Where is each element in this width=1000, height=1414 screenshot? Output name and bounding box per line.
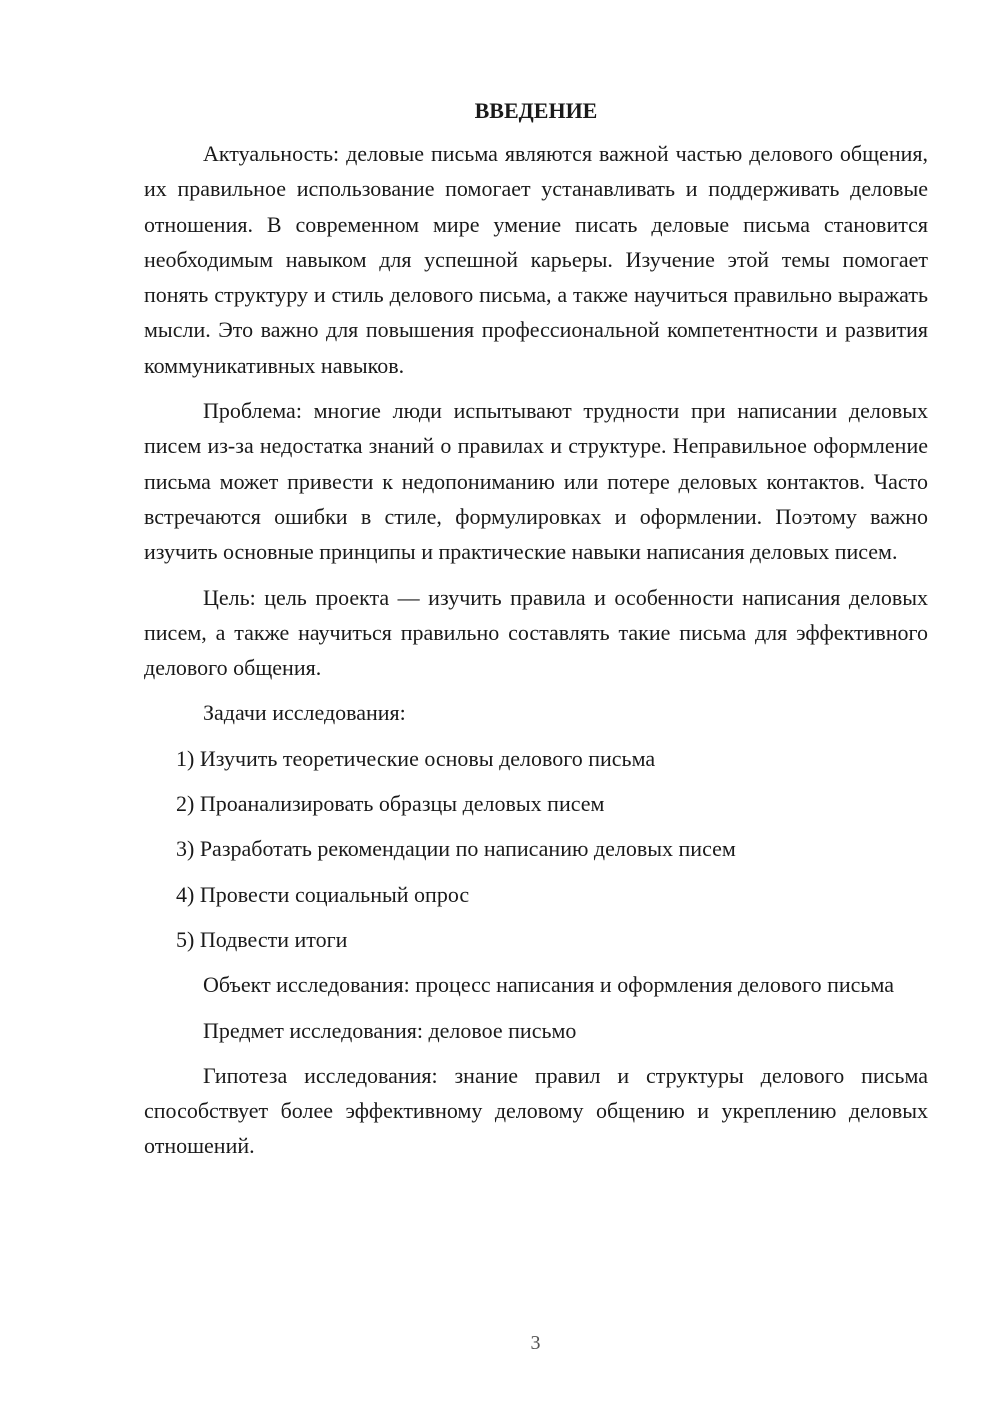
task-item-4: 4) Провести социальный опрос bbox=[176, 881, 470, 907]
task-item-3: 3) Разработать рекомендации по написанию деловых писем bbox=[176, 836, 736, 862]
document-page bbox=[144, 96, 928, 1174]
subject-paragraph: Предмет исследования: деловое письмо bbox=[203, 1017, 577, 1043]
task-item-2: 2) Проанализировать образцы деловых писем bbox=[176, 791, 605, 817]
page-number: 3 bbox=[530, 1332, 541, 1354]
hypothesis-paragraph: Гипотеза исследования: знание правил и структуры делового письма способствует более эффективному деловому общению и укреплению деловых отношений. bbox=[144, 1062, 928, 1159]
object-paragraph: Объект исследования: процесс написания и оформления делового письма bbox=[203, 972, 894, 998]
tasks-title: Задачи исследования: bbox=[203, 700, 406, 726]
section-heading: ВВЕДЕНИЕ bbox=[474, 98, 598, 123]
problem-paragraph: Проблема: многие люди испытывают трудности при написании деловых писем из-за недостатка знаний о правилах и структуре. Неправильное оформление письма может привести к недопониманию или потере деловых контактов. Часто встречаются ошибки в стиле, формулировках и оформлении. Поэтому важно изучить основные принципы и практические навыки написания деловых писем. bbox=[144, 398, 928, 565]
relevance-paragraph: Актуальность: деловые письма являются важной частью делового общения, их правильное использование помогает устанавливать и поддерживать деловые отношения. В современном мире умение писать деловые письма становится необходимым навыком для успешной карьеры. Изучение этой темы помогает понять структуру и стиль делового письма, а также научиться правильно выражать мысли. Это важно для повышения профессиональной компетентности и развития коммуникативных навыков. bbox=[144, 141, 928, 378]
goal-paragraph: Цель: цель проекта — изучить правила и особенности написания деловых писем, а также научиться правильно составлять такие письма для эффективного делового общения. bbox=[144, 584, 928, 681]
task-item-5: 5) Подвести итоги bbox=[176, 926, 348, 952]
task-item-1: 1) Изучить теоретические основы делового письма bbox=[176, 745, 656, 771]
